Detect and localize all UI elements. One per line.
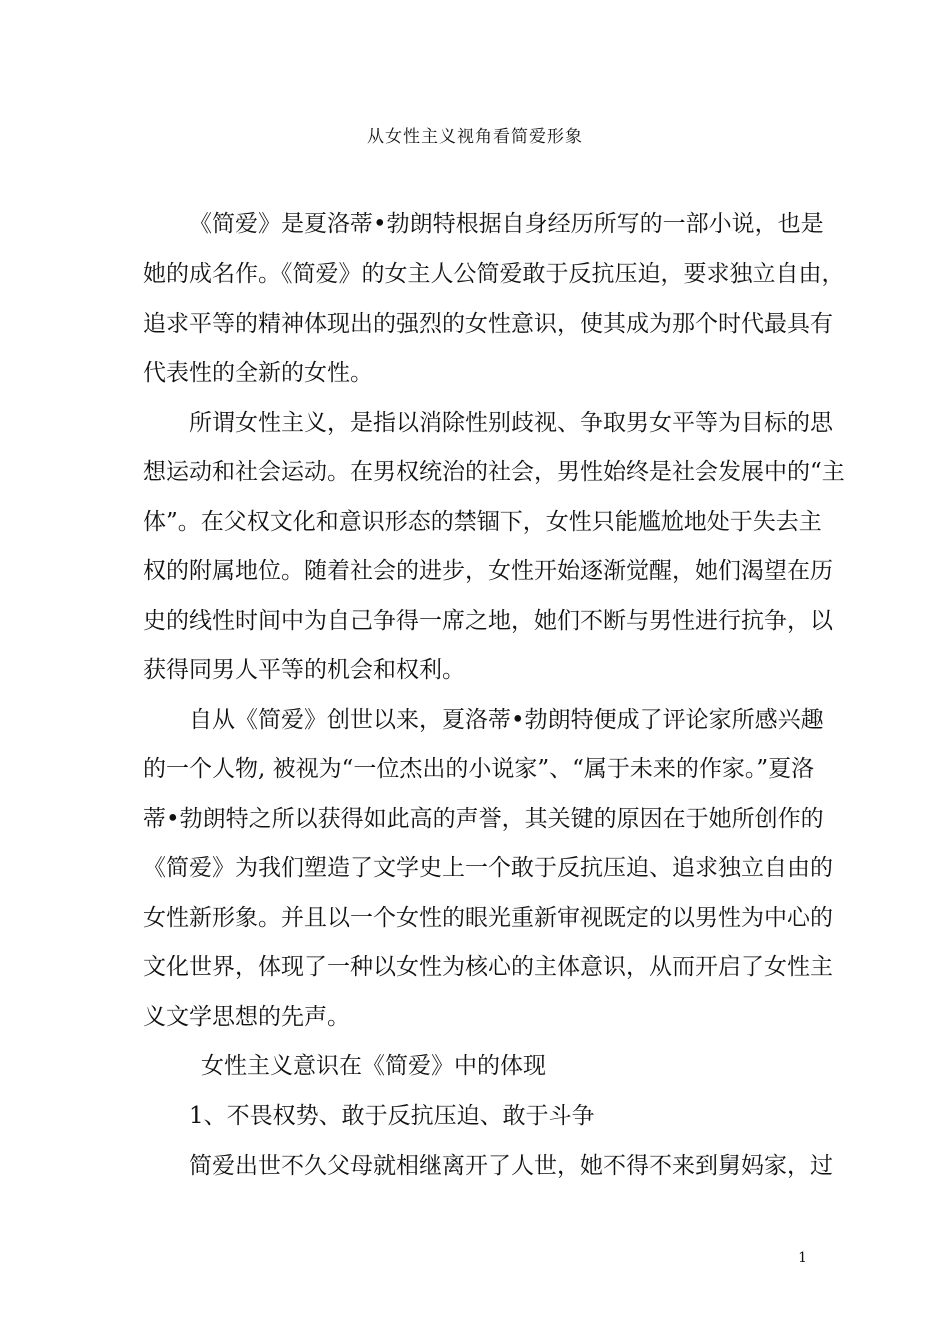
paragraph-line: 的一个人物, 被视为“一位杰出的小说家”、“属于未来的作家。”夏洛	[143, 756, 815, 782]
paragraph-line: 自从《简爱》创世以来，夏洛蒂•勃朗特便成了评论家所感兴趣	[189, 707, 824, 733]
paragraph-line: 所谓女性主义，是指以消除性别歧视、争取男女平等为目标的思	[189, 410, 833, 436]
paragraph-line: 追求平等的精神体现出的强烈的女性意识，使其成为那个时代最具有	[143, 311, 833, 337]
paragraph-line: 权的附属地位。随着社会的进步，女性开始逐渐觉醒，她们渴望在历	[143, 558, 833, 584]
paragraph-line: 义文学思想的先声。	[143, 1004, 350, 1030]
document-title: 从女性主义视角看简爱形象	[367, 127, 583, 147]
paragraph-line: 文化世界，体现了一种以女性为核心的主体意识，从而开启了女性主	[143, 954, 833, 980]
paragraph-line: 体”。在父权文化和意识形态的禁锢下，女性只能尴尬地处于失去主	[143, 509, 822, 535]
paragraph-line: 她的成名作。《简爱》的女主人公简爱敢于反抗压迫，要求独立自由，	[143, 261, 845, 287]
paragraph-line: 《简爱》为我们塑造了文学史上一个敢于反抗压迫、追求独立自由的	[143, 855, 833, 881]
paragraph-line: 女性新形象。并且以一个女性的眼光重新审视既定的以男性为中心的	[143, 905, 833, 931]
paragraph-line: 蒂•勃朗特之所以获得如此高的声誉，其关键的原因在于她所创作的	[143, 806, 824, 832]
paragraph-line: 史的线性时间中为自己争得一席之地，她们不断与男性进行抗争，以	[143, 608, 833, 634]
page-number: 1	[798, 1250, 807, 1266]
section-heading: 女性主义意识在《简爱》中的体现	[201, 1053, 546, 1079]
paragraph-line: 简爱出世不久父母就相继离开了人世，她不得不来到舅妈家，过	[189, 1153, 833, 1179]
paragraph-line: 想运动和社会运动。在男权统治的社会，男性始终是社会发展中的“主	[143, 459, 845, 485]
paragraph-line: 获得同男人平等的机会和权利。	[143, 657, 465, 683]
paragraph-line: 《简爱》是夏洛蒂•勃朗特根据自身经历所写的一部小说，也是	[189, 211, 824, 237]
subsection-heading: 1、不畏权势、敢于反抗压迫、敢于斗争	[189, 1103, 595, 1129]
paragraph-line: 代表性的全新的女性。	[143, 360, 373, 386]
